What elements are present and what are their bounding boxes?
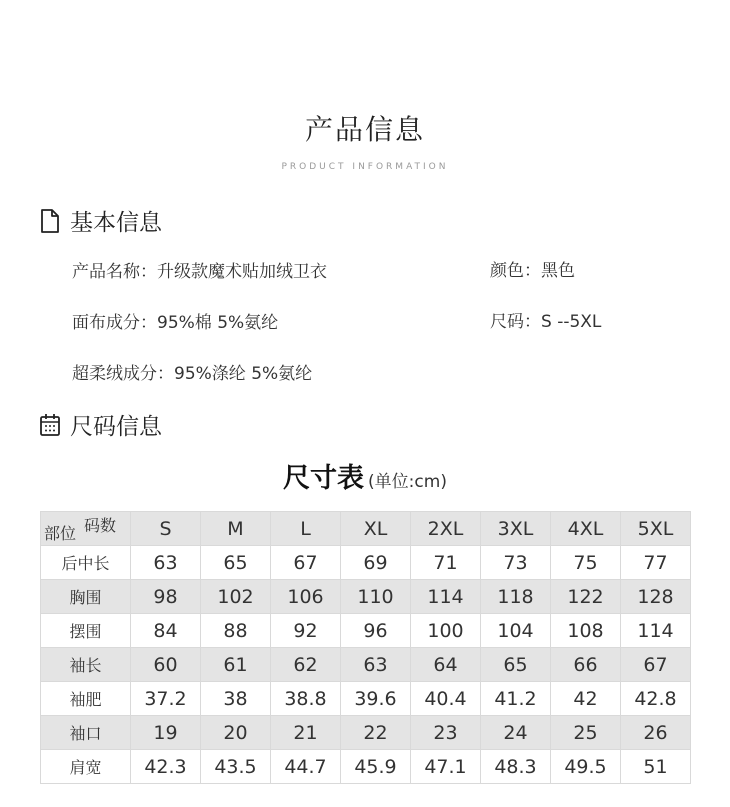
table-cell: 42.3 xyxy=(131,750,201,784)
table-cell: 77 xyxy=(621,546,691,580)
table-cell: 98 xyxy=(131,580,201,614)
size-info-heading xyxy=(38,408,162,441)
row-label: 袖口 xyxy=(41,716,131,750)
table-cell: 40.4 xyxy=(411,682,481,716)
table-cell: 38.8 xyxy=(271,682,341,716)
table-cell: 67 xyxy=(271,546,341,580)
table-cell: 63 xyxy=(131,546,201,580)
table-cell: 73 xyxy=(481,546,551,580)
size-table-unit: (单位:cm) xyxy=(368,472,447,492)
size-header: 2XL xyxy=(411,512,481,546)
table-cell: 122 xyxy=(551,580,621,614)
table-cell: 110 xyxy=(341,580,411,614)
table-cell: 42 xyxy=(551,682,621,716)
size-table-header-row xyxy=(41,512,691,546)
size-header: M xyxy=(201,512,271,546)
table-cell: 44.7 xyxy=(271,750,341,784)
table-cell: 65 xyxy=(201,546,271,580)
table-cell: 24 xyxy=(481,716,551,750)
size-table-title xyxy=(0,456,730,495)
row-label: 袖长 xyxy=(41,648,131,682)
table-cell: 100 xyxy=(411,614,481,648)
table-cell: 41.2 xyxy=(481,682,551,716)
table-row xyxy=(41,546,691,580)
page-title: 产品信息 xyxy=(304,113,425,146)
size-info-heading-text: 尺码信息 xyxy=(70,414,162,440)
table-row xyxy=(41,716,691,750)
table-cell: 75 xyxy=(551,546,621,580)
table-cell: 104 xyxy=(481,614,551,648)
table-cell: 45.9 xyxy=(341,750,411,784)
table-cell: 37.2 xyxy=(131,682,201,716)
basic-info-heading xyxy=(38,204,162,237)
document-icon xyxy=(38,208,62,234)
table-row xyxy=(41,682,691,716)
table-cell: 69 xyxy=(341,546,411,580)
table-row xyxy=(41,580,691,614)
table-cell: 67 xyxy=(621,648,691,682)
table-row xyxy=(41,648,691,682)
fleece-line: 超柔绒成分：95%涤纶 5%氨纶 xyxy=(72,364,313,384)
table-cell: 96 xyxy=(341,614,411,648)
table-cell: 84 xyxy=(131,614,201,648)
table-cell: 48.3 xyxy=(481,750,551,784)
size-header: 4XL xyxy=(551,512,621,546)
table-cell: 62 xyxy=(271,648,341,682)
size-table xyxy=(40,511,691,784)
size-header: XL xyxy=(341,512,411,546)
table-cell: 61 xyxy=(201,648,271,682)
size-range-line: 尺码：S --5XL xyxy=(490,312,602,332)
table-cell: 106 xyxy=(271,580,341,614)
size-header: S xyxy=(131,512,201,546)
size-header: 5XL xyxy=(621,512,691,546)
table-cell: 26 xyxy=(621,716,691,750)
table-cell: 23 xyxy=(411,716,481,750)
table-corner-cell xyxy=(41,512,131,546)
table-cell: 92 xyxy=(271,614,341,648)
corner-size-label: 码数 xyxy=(83,516,116,535)
table-cell: 20 xyxy=(201,716,271,750)
table-cell: 88 xyxy=(201,614,271,648)
table-cell: 114 xyxy=(411,580,481,614)
table-cell: 49.5 xyxy=(551,750,621,784)
table-row xyxy=(41,614,691,648)
table-cell: 65 xyxy=(481,648,551,682)
table-cell: 102 xyxy=(201,580,271,614)
size-header: L xyxy=(271,512,341,546)
corner-part-label: 部位 xyxy=(44,524,77,543)
table-cell: 38 xyxy=(201,682,271,716)
row-label: 后中长 xyxy=(41,546,131,580)
product-name-line: 产品名称：升级款魔术贴加绒卫衣 xyxy=(72,262,327,282)
table-cell: 42.8 xyxy=(621,682,691,716)
table-cell: 118 xyxy=(481,580,551,614)
table-cell: 66 xyxy=(551,648,621,682)
color-line: 颜色：黑色 xyxy=(490,261,575,281)
size-table-title-text: 尺寸表 xyxy=(283,463,365,494)
table-row xyxy=(41,750,691,784)
table-cell: 39.6 xyxy=(341,682,411,716)
table-cell: 63 xyxy=(341,648,411,682)
page-subtitle: PRODUCT INFORMATION xyxy=(281,162,449,172)
size-header: 3XL xyxy=(481,512,551,546)
row-label: 肩宽 xyxy=(41,750,131,784)
table-cell: 60 xyxy=(131,648,201,682)
table-cell: 51 xyxy=(621,750,691,784)
row-label: 胸围 xyxy=(41,580,131,614)
table-cell: 25 xyxy=(551,716,621,750)
calendar-icon xyxy=(38,412,62,438)
table-cell: 21 xyxy=(271,716,341,750)
table-cell: 108 xyxy=(551,614,621,648)
row-label: 摆围 xyxy=(41,614,131,648)
table-cell: 114 xyxy=(621,614,691,648)
table-cell: 64 xyxy=(411,648,481,682)
row-label: 袖肥 xyxy=(41,682,131,716)
basic-info-heading-text: 基本信息 xyxy=(70,210,162,236)
table-cell: 19 xyxy=(131,716,201,750)
table-cell: 43.5 xyxy=(201,750,271,784)
table-cell: 47.1 xyxy=(411,750,481,784)
table-cell: 22 xyxy=(341,716,411,750)
fabric-line: 面布成分：95%棉 5%氨纶 xyxy=(72,313,279,333)
table-cell: 128 xyxy=(621,580,691,614)
table-cell: 71 xyxy=(411,546,481,580)
